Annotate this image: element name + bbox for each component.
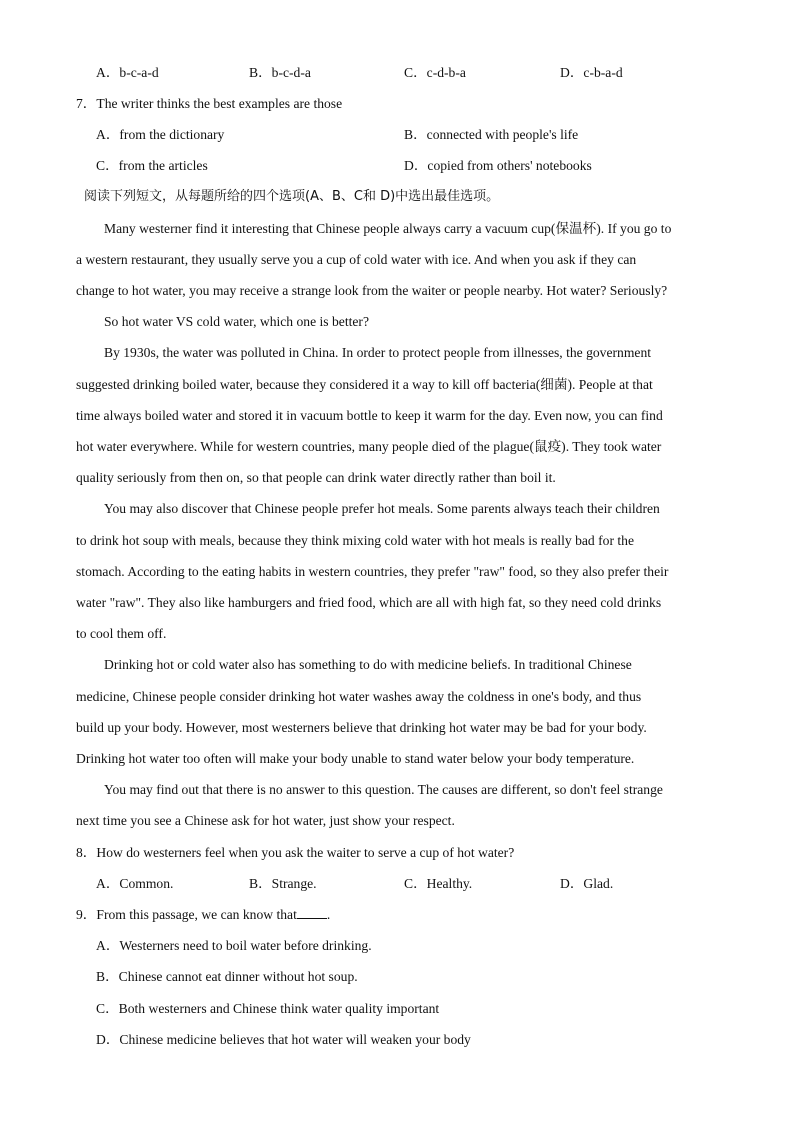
q7-option-b: B．connected with people's life [404, 127, 579, 142]
q9-option-d: D．Chinese medicine believes that hot water will weaken your body [96, 1032, 471, 1047]
passage-line: change to hot water, you may receive a strange look from the waiter or people nearby. Hot water? Seriously? [76, 283, 668, 298]
q8-option-b: B．Strange. [249, 876, 317, 891]
passage-line: hot water everywhere. While for western countries, many people died of the plague(鼠疫). They took water [76, 439, 662, 454]
passage-line: time always boiled water and stored it in vacuum bottle to keep it warm for the day. Even now, you can find [76, 408, 663, 423]
passage-line: to drink hot soup with meals, because they think mixing cold water with hot meals is really bad for the [76, 533, 634, 548]
q7-option-c: C．from the articles [96, 158, 208, 173]
q9-stem [76, 906, 330, 924]
q8-option-c: C．Healthy. [404, 876, 473, 891]
passage-line: next time you see a Chinese ask for hot water, just show your respect. [76, 813, 455, 828]
passage-line: You may also discover that Chinese people prefer hot meals. Some parents always teach their children [104, 501, 660, 516]
q9-option-c: C．Both westerners and Chinese think water quality important [96, 1001, 440, 1016]
passage-line: medicine, Chinese people consider drinking hot water washes away the coldness in one's body, and thus [76, 689, 642, 704]
passage-line: to cool them off. [76, 626, 167, 641]
q6-option-b: B．b-c-d-a [249, 65, 311, 80]
passage-line: You may find out that there is no answer to this question. The causes are different, so don't feel strange [104, 782, 663, 797]
passage-line: By 1930s, the water was polluted in China. In order to protect people from illnesses, the government [104, 345, 652, 360]
q7-option-a: A．from the dictionary [96, 127, 225, 142]
q9-option-a: A．Westerners need to boil water before drinking. [96, 938, 372, 953]
passage-line: suggested drinking boiled water, because they considered it a way to kill off bacteria(细菌). People at that [76, 377, 653, 392]
q9-stem-end: . [326, 907, 331, 922]
q6-option-d: D．c-b-a-d [560, 65, 623, 80]
section-instruction: 阅读下列短文，从每题所给的四个选项(A、B、C和 D)中选出最佳选项。 [84, 189, 500, 204]
passage-line: a western restaurant, they usually serve you a cup of cold water with ice. And when you ask if they can [76, 252, 637, 267]
answer-blank [297, 906, 327, 919]
q6-option-c: C．c-d-b-a [404, 65, 466, 80]
passage-line: Drinking hot water too often will make your body unable to stand water below your body temperature. [76, 751, 635, 766]
q6-option-a: A．b-c-a-d [96, 65, 159, 80]
q7-stem: 7．The writer thinks the best examples are those [76, 96, 343, 111]
passage-line: So hot water VS cold water, which one is better? [104, 314, 369, 329]
q9-stem-text: 9．From this passage, we can know that [76, 907, 297, 922]
q8-option-a: A．Common. [96, 876, 174, 891]
passage-line: water "raw". They also like hamburgers and fried food, which are all with high fat, so they need cold drinks [76, 595, 662, 610]
q8-stem: 8．How do westerners feel when you ask the waiter to serve a cup of hot water? [76, 845, 515, 860]
passage-line: build up your body. However, most westerners believe that drinking hot water may be bad for your body. [76, 720, 647, 735]
passage-line: Many westerner find it interesting that Chinese people always carry a vacuum cup(保温杯). If you go to [104, 221, 672, 236]
q8-option-d: D．Glad. [560, 876, 614, 891]
passage-line: Drinking hot or cold water also has something to do with medicine beliefs. In traditional Chinese [104, 657, 632, 672]
passage-line: stomach. According to the eating habits in western countries, they prefer "raw" food, so they also prefer their [76, 564, 669, 579]
passage-line: quality seriously from then on, so that people can drink water directly rather than boil it. [76, 470, 556, 485]
q7-option-d: D．copied from others' notebooks [404, 158, 592, 173]
q9-option-b: B．Chinese cannot eat dinner without hot soup. [96, 969, 358, 984]
